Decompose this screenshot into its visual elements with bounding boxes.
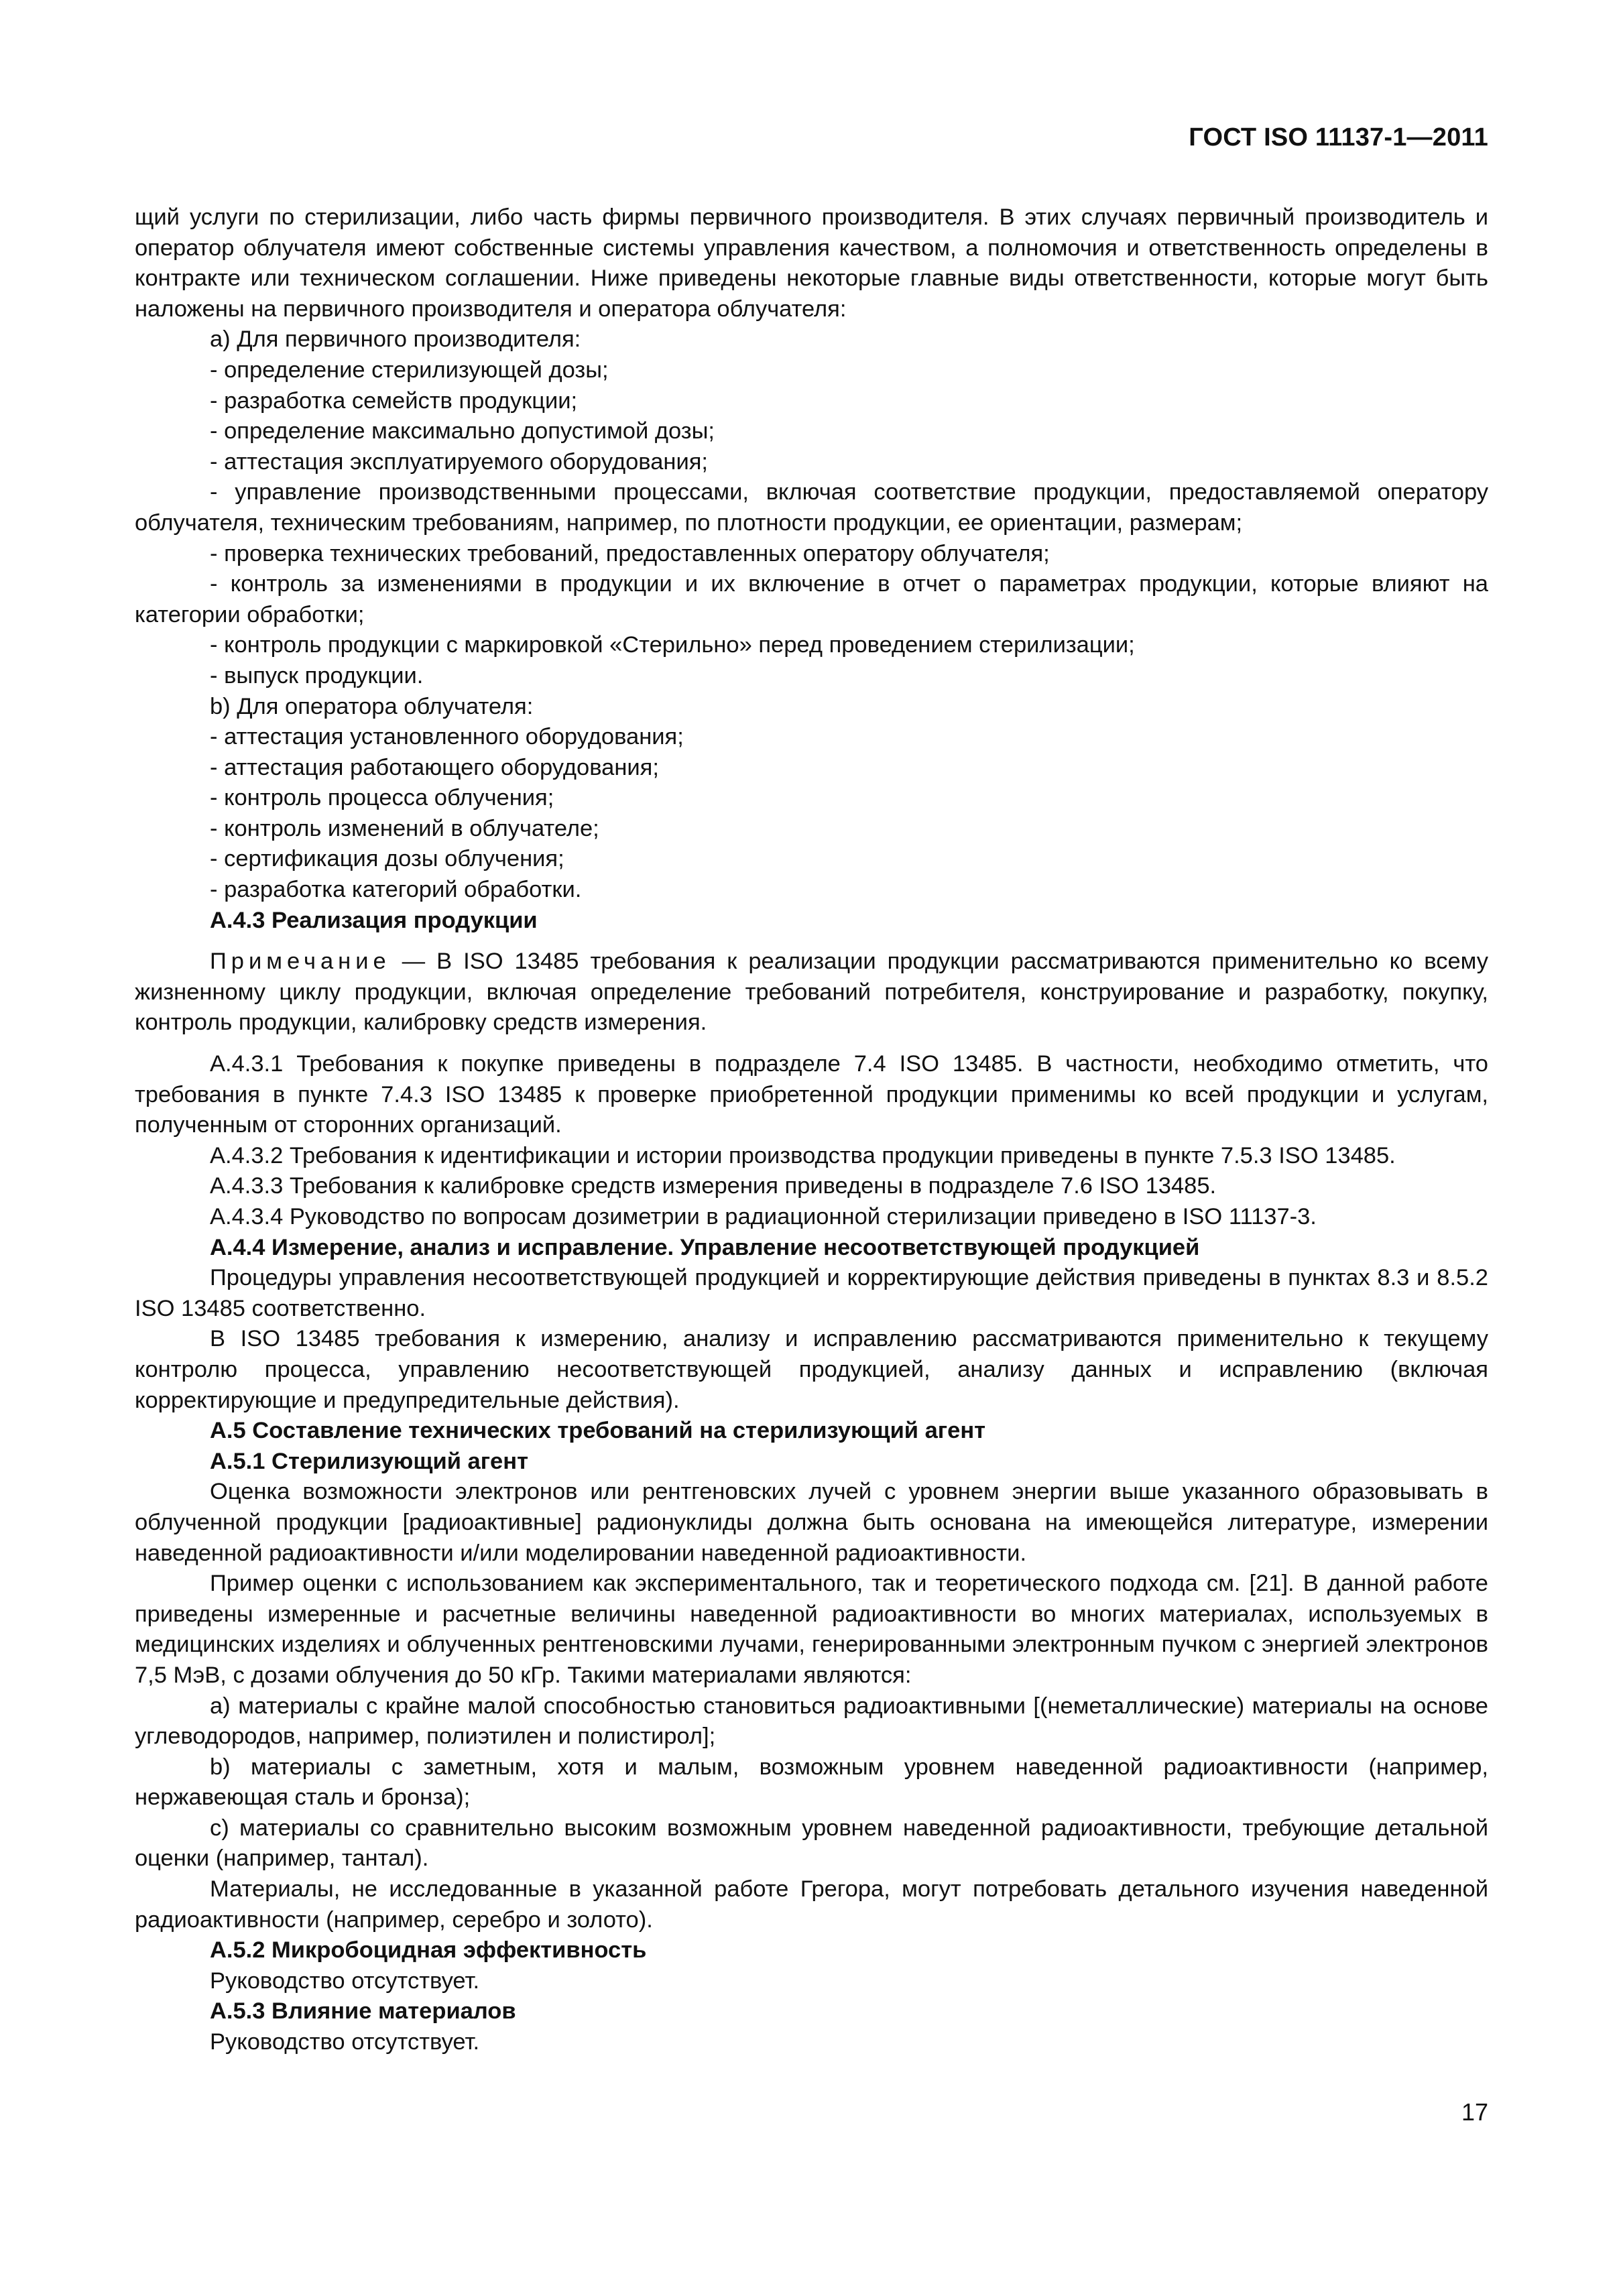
section-heading-a-4-4: А.4.4 Измерение, анализ и исправление. Управление несоответствующей продукцией — [210, 1234, 1200, 1260]
paragraph: Процедуры управления несоответствующей продукцией и корректирующие действия приведены в пунктах 8.3 и 8.5.2 ISO 13485 соответственно. — [135, 1265, 1488, 1321]
list-item: - аттестация работающего оборудования; — [210, 754, 659, 780]
paragraph-intro: щий услуги по стерилизации, либо часть фирмы первичного производителя. В этих случаях первичный производитель и оператор облучателя имеют собственные системы управления качеством, а полномочия и ответственность определены в контракте или техническом соглашении. Ниже приведены некоторые главные виды ответственности, которые могут быть наложены на первичного производителя и оператора облучателя: — [135, 204, 1488, 322]
paragraph: Руководство отсутствует. — [210, 1968, 480, 1994]
list-item: - выпуск продукции. — [210, 662, 424, 688]
note-label: Примечание — [210, 949, 391, 975]
paragraph: Руководство отсутствует. — [210, 2029, 480, 2055]
list-item: а) материалы с крайне малой способностью становиться радиоактивными [(неметаллические) материалы на основе углеводородов, например, полиэтилен и полистирол]; — [135, 1693, 1488, 1750]
list-item: b) материалы с заметным, хотя и малым, возможным уровнем наведенной радиоактивности (например, нержавеющая сталь и бронза); — [135, 1754, 1488, 1811]
section-heading-a-5-1: А.5.1 Стерилизующий агент — [210, 1448, 528, 1474]
section-heading-a-5-2: А.5.2 Микробоцидная эффективность — [210, 1937, 647, 1963]
section-heading-a-5-3: А.5.3 Влияние материалов — [210, 1998, 516, 2025]
list-item: - контроль за изменениями в продукции и их включение в отчет о параметрах продукции, которые влияют на категории обработки; — [135, 571, 1488, 627]
note-text: В ISO 13485 требования к реализации продукции рассматриваются применительно ко всему жизненному циклу продукции, включая определение требований потребителя, конструирование и разработку, покупку, контроль продукции, калибровку средств измерения. — [135, 949, 1488, 1036]
list-item: - проверка технических требований, предоставленных оператору облучателя; — [210, 540, 1050, 566]
paragraph-a-4-3-2: А.4.3.2 Требования к идентификации и истории производства продукции приведены в пункте 7.5.3 ISO 13485. — [210, 1142, 1396, 1168]
paragraph-a-4-3-3: А.4.3.3 Требования к калибровке средств измерения приведены в подразделе 7.6 ISO 13485. — [210, 1173, 1217, 1199]
document-header-standard: ГОСТ ISO 11137-1—2011 — [1189, 123, 1488, 152]
paragraph: Оценка возможности электронов или рентгеновских лучей с уровнем энергии выше указанного образовывать в облученной продукции [радиоактивные] радионуклиды должна быть основана на имеющейся литературе, измерении наведенной радиоактивности и/или моделировании наведенной радиоактивности. — [135, 1479, 1488, 1566]
list-item: - определение стерилизующей дозы; — [210, 357, 609, 383]
section-heading-a-5: А.5 Составление технических требований на стерилизующий агент — [210, 1418, 986, 1444]
paragraph: В ISO 13485 требования к измерению, анализу и исправлению рассматриваются применительно к текущему контролю процесса, управлению несоответствующей продукцией, анализу данных и исправлению (включая корректирующие и предупредительные действия). — [135, 1326, 1488, 1413]
paragraph-a-4-3-1: А.4.3.1 Требования к покупке приведены в подразделе 7.4 ISO 13485. В частности, необходимо отметить, что требования в пункте 7.4.3 ISO 13485 к проверке приобретенной продукции применимы ко всей продукции и услугам, полученным от сторонних организаций. — [135, 1051, 1488, 1138]
list-item: с) материалы со сравнительно высоким возможным уровнем наведенной радиоактивности, требующие детальной оценки (например, тантал). — [135, 1815, 1488, 1872]
note-dash: — — [390, 949, 437, 975]
list-item: - сертификация дозы облучения; — [210, 846, 564, 872]
note-paragraph — [135, 947, 1488, 1038]
list-item: - контроль продукции с маркировкой «Стерильно» перед проведением стерилизации; — [210, 632, 1135, 658]
list-item: - контроль процесса облучения; — [210, 785, 554, 811]
list-item: - аттестация установленного оборудования; — [210, 724, 684, 750]
document-body — [135, 202, 1488, 2058]
list-item: - контроль изменений в облучателе; — [210, 815, 599, 841]
paragraph: Пример оценки с использованием как экспериментального, так и теоретического подхода см. [21]. В данной работе приведены измеренные и расчетные величины наведенной радиоактивности во многих материалах, используемых в медицинских изделиях и облученных рентгеновскими лучами, генерированными электронным пучком с энергией электронов 7,5 МэВ, с дозами облучения до 50 кГр. Такими материалами являются: — [135, 1571, 1488, 1688]
paragraph: Материалы, не исследованные в указанной работе Грегора, могут потребовать детального изучения наведенной радиоактивности (например, серебро и золото). — [135, 1876, 1488, 1933]
paragraph-a-4-3-4: А.4.3.4 Руководство по вопросам дозиметрии в радиационной стерилизации приведено в ISO 11137-3. — [210, 1204, 1317, 1229]
list-item: - управление производственными процессами, включая соответствие продукции, предоставляемой оператору облучателя, техническим требованиям, например, по плотности продукции, ее ориентации, размерам; — [135, 479, 1488, 536]
section-heading-a-4-3: А.4.3 Реализация продукции — [210, 907, 538, 933]
list-heading-irradiator-operator: b) Для оператора облучателя: — [210, 693, 534, 719]
list-heading-primary-manufacturer: а) Для первичного производителя: — [210, 326, 581, 353]
list-item: - аттестация эксплуатируемого оборудования; — [210, 448, 708, 475]
list-item: - разработка семейств продукции; — [210, 387, 578, 414]
list-item: - разработка категорий обработки. — [210, 877, 582, 903]
page-number: 17 — [1461, 2098, 1488, 2126]
list-item: - определение максимально допустимой дозы; — [210, 418, 715, 444]
